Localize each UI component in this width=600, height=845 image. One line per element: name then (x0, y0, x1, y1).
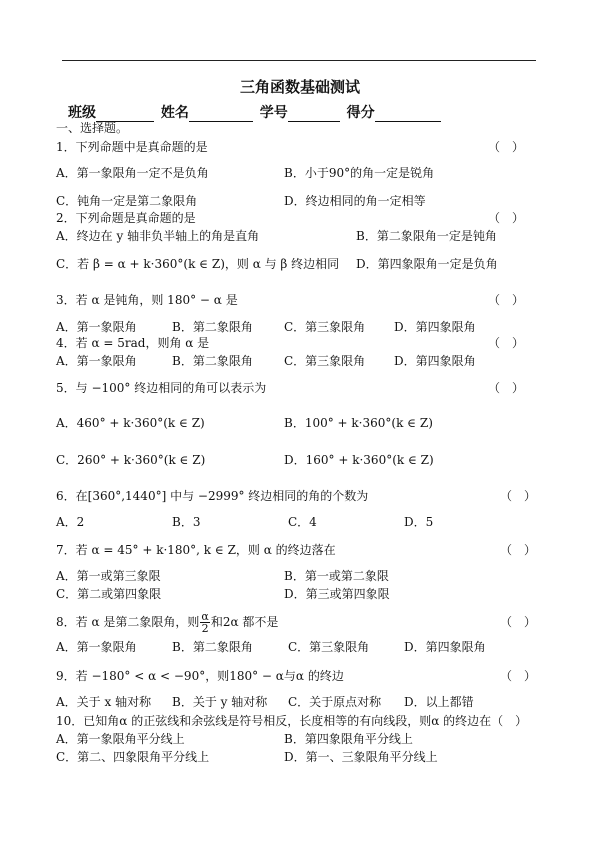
q1-option-a[interactable]: A．第一象限角一定不是负角 (56, 166, 209, 180)
q3-option-c[interactable]: C．第三象限角 (284, 320, 366, 334)
q4-option-b[interactable]: B．第二象限角 (172, 354, 253, 368)
q7-option-c[interactable]: C．第二或第四象限 (56, 587, 162, 601)
student-info-line (68, 102, 443, 122)
q8-fraction (200, 611, 209, 634)
q6-option-b[interactable]: B．3 (172, 515, 201, 529)
q8-option-a[interactable]: A．第一象限角 (56, 640, 137, 654)
q7-option-d[interactable]: D．第三或第四象限 (284, 587, 390, 601)
q2-option-a[interactable]: A．终边在 y 轴非负半轴上的角是直角 (56, 229, 260, 243)
q2-answer-paren[interactable]: （ ） (488, 211, 525, 225)
q8-option-c[interactable]: C．第三象限角 (288, 640, 370, 654)
q10-stem: 10．已知角α 的正弦线和余弦线是符号相反，长度相等的有向线段，则α 的终边在（ ） (56, 714, 528, 728)
q8-frac-den: 2 (201, 622, 209, 635)
name-label: 姓名 (160, 105, 189, 121)
score-label: 得分 (346, 105, 375, 121)
number-blank[interactable] (288, 107, 340, 122)
q3-answer-paren[interactable]: （ ） (488, 293, 525, 307)
section-heading: 一、选择题。 (56, 121, 129, 135)
q9-option-d[interactable]: D．以上都错 (404, 695, 474, 709)
q3-option-a[interactable]: A．第一象限角 (56, 320, 137, 334)
q4-stem: 4．若 α = 5rad，则角 α 是 (56, 336, 210, 350)
q2-option-d[interactable]: D．第四象限角一定是负角 (356, 257, 498, 271)
q1-option-c[interactable]: C．钝角一定是第二象限角 (56, 194, 198, 208)
q9-option-b[interactable]: B．关于 y 轴对称 (172, 695, 268, 709)
q9-option-c[interactable]: C．关于原点对称 (288, 695, 382, 709)
q9-option-a[interactable]: A．关于 x 轴对称 (56, 695, 152, 709)
q9-answer-paren[interactable]: （ ） (500, 669, 537, 683)
q10-option-b[interactable]: B．第四象限角平分线上 (284, 732, 413, 746)
number-label: 学号 (259, 105, 288, 121)
q1-stem: 1．下列命题中是真命题的是 (56, 140, 208, 154)
q4-option-a[interactable]: A．第一象限角 (56, 354, 137, 368)
q2-stem: 2．下列命题是真命题的是 (56, 211, 196, 225)
q1-answer-paren[interactable]: （ ） (488, 140, 525, 154)
q8-stem-pre: 8．若 α 是第二象限角，则 (56, 615, 200, 629)
q6-option-d[interactable]: D．5 (404, 515, 434, 529)
q2-option-c[interactable]: C．若 β = α + k·360°(k ∈ Z)，则 α 与 β 终边相同 (56, 257, 340, 271)
q5-option-d[interactable]: D．160° + k·360°(k ∈ Z) (284, 453, 434, 467)
q5-stem: 5．与 −100° 终边相同的角可以表示为 (56, 381, 267, 395)
q5-answer-paren[interactable]: （ ） (488, 381, 525, 395)
class-blank[interactable] (96, 107, 154, 122)
q8-frac-num: α (201, 610, 209, 623)
q8-option-b[interactable]: B．第二象限角 (172, 640, 253, 654)
q2-option-b[interactable]: B．第二象限角一定是钝角 (356, 229, 497, 243)
q8-stem (56, 610, 278, 634)
q3-option-d[interactable]: D．第四象限角 (394, 320, 476, 334)
q5-option-c[interactable]: C．260° + k·360°(k ∈ Z) (56, 453, 206, 467)
q10-option-c[interactable]: C．第二、四象限角平分线上 (56, 750, 210, 764)
q6-answer-paren[interactable]: （ ） (500, 489, 537, 503)
header-rule (62, 60, 536, 61)
class-label: 班级 (68, 105, 96, 121)
q6-option-c[interactable]: C．4 (288, 515, 317, 529)
q5-option-b[interactable]: B．100° + k·360°(k ∈ Z) (284, 416, 433, 430)
q8-answer-paren[interactable]: （ ） (500, 615, 537, 629)
score-blank[interactable] (375, 107, 441, 122)
q9-stem: 9．若 −180° < α < −90°，则180° − α与α 的终边 (56, 669, 344, 683)
q7-stem: 7．若 α = 45° + k·180°, k ∈ Z，则 α 的终边落在 (56, 543, 336, 557)
q1-option-b[interactable]: B．小于90°的角一定是锐角 (284, 166, 435, 180)
q4-answer-paren[interactable]: （ ） (488, 336, 525, 350)
q8-stem-post: 和2α 都不是 (210, 615, 279, 629)
q5-option-a[interactable]: A．460° + k·360°(k ∈ Z) (56, 416, 205, 430)
q7-option-b[interactable]: B．第一或第二象限 (284, 569, 389, 583)
q10-option-a[interactable]: A．第一象限角平分线上 (56, 732, 185, 746)
q3-stem: 3．若 α 是钝角，则 180° − α 是 (56, 293, 238, 307)
q6-stem: 6．在[360°,1440°] 中与 −2999° 终边相同的角的个数为 (56, 489, 369, 503)
q4-option-c[interactable]: C．第三象限角 (284, 354, 366, 368)
q7-answer-paren[interactable]: （ ） (500, 543, 537, 557)
q1-option-d[interactable]: D．终边相同的角一定相等 (284, 194, 426, 208)
q8-option-d[interactable]: D．第四象限角 (404, 640, 486, 654)
q10-option-d[interactable]: D．第一、三象限角平分线上 (284, 750, 438, 764)
page-title: 三角函数基础测试 (239, 78, 360, 96)
q3-option-b[interactable]: B．第二象限角 (172, 320, 253, 334)
q4-option-d[interactable]: D．第四象限角 (394, 354, 476, 368)
q6-option-a[interactable]: A．2 (56, 515, 85, 529)
q7-option-a[interactable]: A．第一或第三象限 (56, 569, 161, 583)
name-blank[interactable] (189, 107, 253, 122)
